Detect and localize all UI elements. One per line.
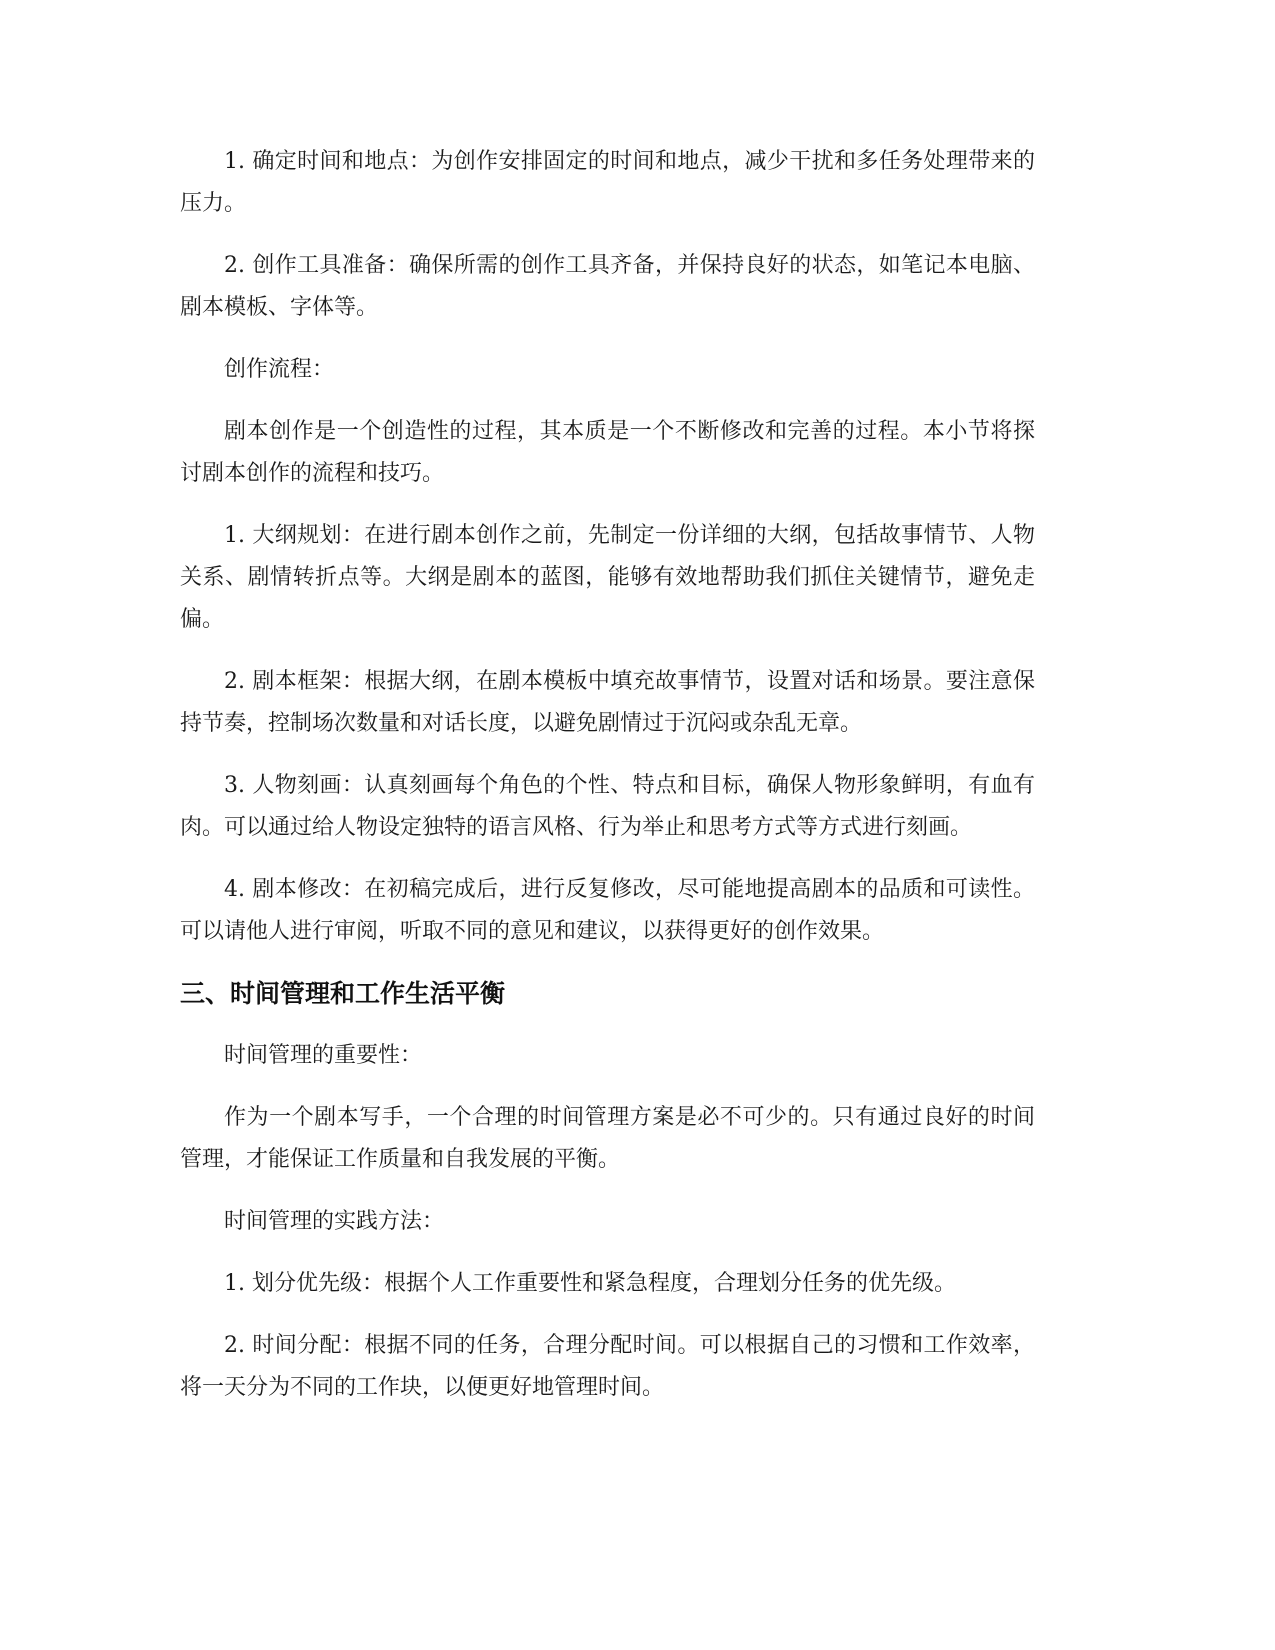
paragraph-importance-label: 时间管理的重要性： bbox=[224, 1043, 423, 1068]
paragraph-importance: 作为一个剧本写手，一个合理的时间管理方案是必不可少的。只有通过良好的时间管理，才能保证工作质量和自我发展的平衡。 bbox=[180, 1105, 1035, 1172]
paragraph-process-label: 创作流程： bbox=[224, 357, 335, 382]
paragraph-characters: 3. 人物刻画：认真刻画每个角色的个性、特点和目标，确保人物形象鲜明，有血有肉。可以通过给人物设定独特的语言风格、行为举止和思考方式等方式进行刻画。 bbox=[180, 773, 1035, 840]
paragraph-allocation: 2. 时间分配：根据不同的任务，合理分配时间。可以根据自己的习惯和工作效率，将一天分为不同的工作块，以便更好地管理时间。 bbox=[180, 1333, 1035, 1400]
document-body bbox=[180, 141, 1035, 1409]
paragraph-revision: 4. 剧本修改：在初稿完成后，进行反复修改，尽可能地提高剧本的品质和可读性。可以请他人进行审阅，听取不同的意见和建议，以获得更好的创作效果。 bbox=[180, 877, 1035, 944]
paragraph-priority: 1. 划分优先级：根据个人工作重要性和紧急程度，合理划分任务的优先级。 bbox=[224, 1271, 956, 1296]
paragraph-tools: 2. 创作工具准备：确保所需的创作工具齐备，并保持良好的状态，如笔记本电脑、剧本模板、字体等。 bbox=[180, 253, 1035, 320]
paragraph-methods-label: 时间管理的实践方法： bbox=[224, 1209, 445, 1234]
paragraph-outline: 1. 大纲规划：在进行剧本创作之前，先制定一份详细的大纲，包括故事情节、人物关系、剧情转折点等。大纲是剧本的蓝图，能够有效地帮助我们抓住关键情节，避免走偏。 bbox=[180, 523, 1035, 632]
paragraph-time-place: 1. 确定时间和地点：为创作安排固定的时间和地点，减少干扰和多任务处理带来的压力。 bbox=[180, 149, 1035, 216]
paragraph-framework: 2. 剧本框架：根据大纲，在剧本模板中填充故事情节，设置对话和场景。要注意保持节奏，控制场次数量和对话长度，以避免剧情过于沉闷或杂乱无章。 bbox=[180, 669, 1035, 736]
section-heading: 三、时间管理和工作生活平衡 bbox=[180, 979, 506, 1008]
paragraph-process-intro: 剧本创作是一个创造性的过程，其本质是一个不断修改和完善的过程。本小节将探讨剧本创作的流程和技巧。 bbox=[180, 419, 1035, 486]
